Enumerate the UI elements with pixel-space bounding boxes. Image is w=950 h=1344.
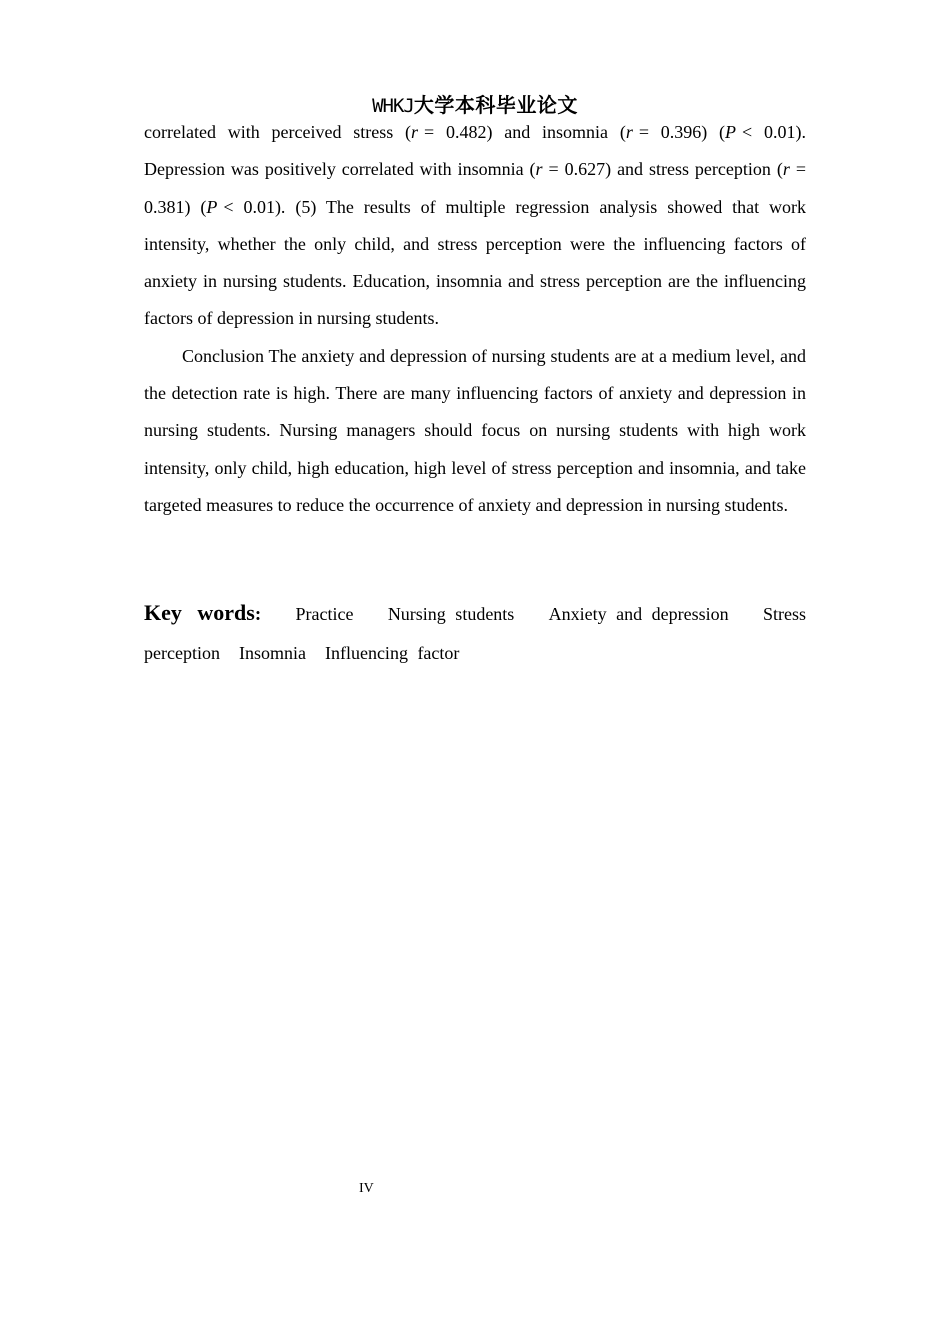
keywords-line — [144, 643, 806, 685]
keyword-item-part: perception — [144, 643, 220, 663]
stat-symbol: r — [411, 122, 419, 142]
keyword-item: Influencing factor — [324, 643, 460, 663]
keywords-colon: : — [254, 604, 262, 625]
text-run: = 0.381) ( — [144, 159, 806, 217]
stat-symbol: P — [206, 196, 218, 217]
keyword-item-part: Stress — [762, 604, 806, 624]
keyword-item: Practice — [295, 604, 354, 624]
keyword-item: Anxiety and depression — [548, 604, 729, 624]
text-run: < 0.01). Depression was positively correlated with insomnia ( — [144, 122, 806, 180]
text-run: < 0.01). (5) The results of multiple regression analysis showed that work intensity, whether the only child, and stress perception were the influencing factors of anxiety in nursing students. Education, insomnia and stress perception are the influencing factors of depression in nursing students. — [144, 196, 806, 329]
keywords-section — [144, 600, 806, 685]
keywords-heading — [144, 600, 261, 626]
text-run: = 0.627) and stress perception ( — [548, 159, 783, 180]
text-run: = 0.396) ( — [638, 122, 726, 142]
keywords-line — [144, 600, 806, 642]
stat-symbol: r — [625, 122, 633, 142]
text-run: = 0.482) and insomnia ( — [424, 122, 626, 142]
conclusion-paragraph: Conclusion The anxiety and depression of nursing students are at a medium level, and the detection rate is high. There are many influencing factors of anxiety and depression in nursing students. Nursing managers should focus on nursing students with high work intensity, only child, high education, high level of stress perception and insomnia, and take targeted measures to reduce the occurrence of anxiety and depression in nursing students. — [144, 345, 806, 515]
header-thesis-title: 大学本科毕业论文 — [413, 95, 578, 117]
results-paragraph — [144, 114, 806, 338]
stat-symbol: P — [725, 122, 737, 142]
keyword-item: Insomnia — [238, 643, 306, 663]
header-institution-code: WHKJ — [372, 95, 414, 117]
stat-symbol: r — [535, 159, 543, 180]
text-run: correlated with perceived stress ( — [144, 122, 412, 142]
stat-symbol: r — [782, 159, 790, 180]
page-number: IV — [359, 1181, 374, 1196]
keyword-item: Nursing students — [387, 604, 515, 624]
keywords-heading-text: Key words — [144, 600, 255, 625]
abstract-body — [144, 114, 806, 524]
